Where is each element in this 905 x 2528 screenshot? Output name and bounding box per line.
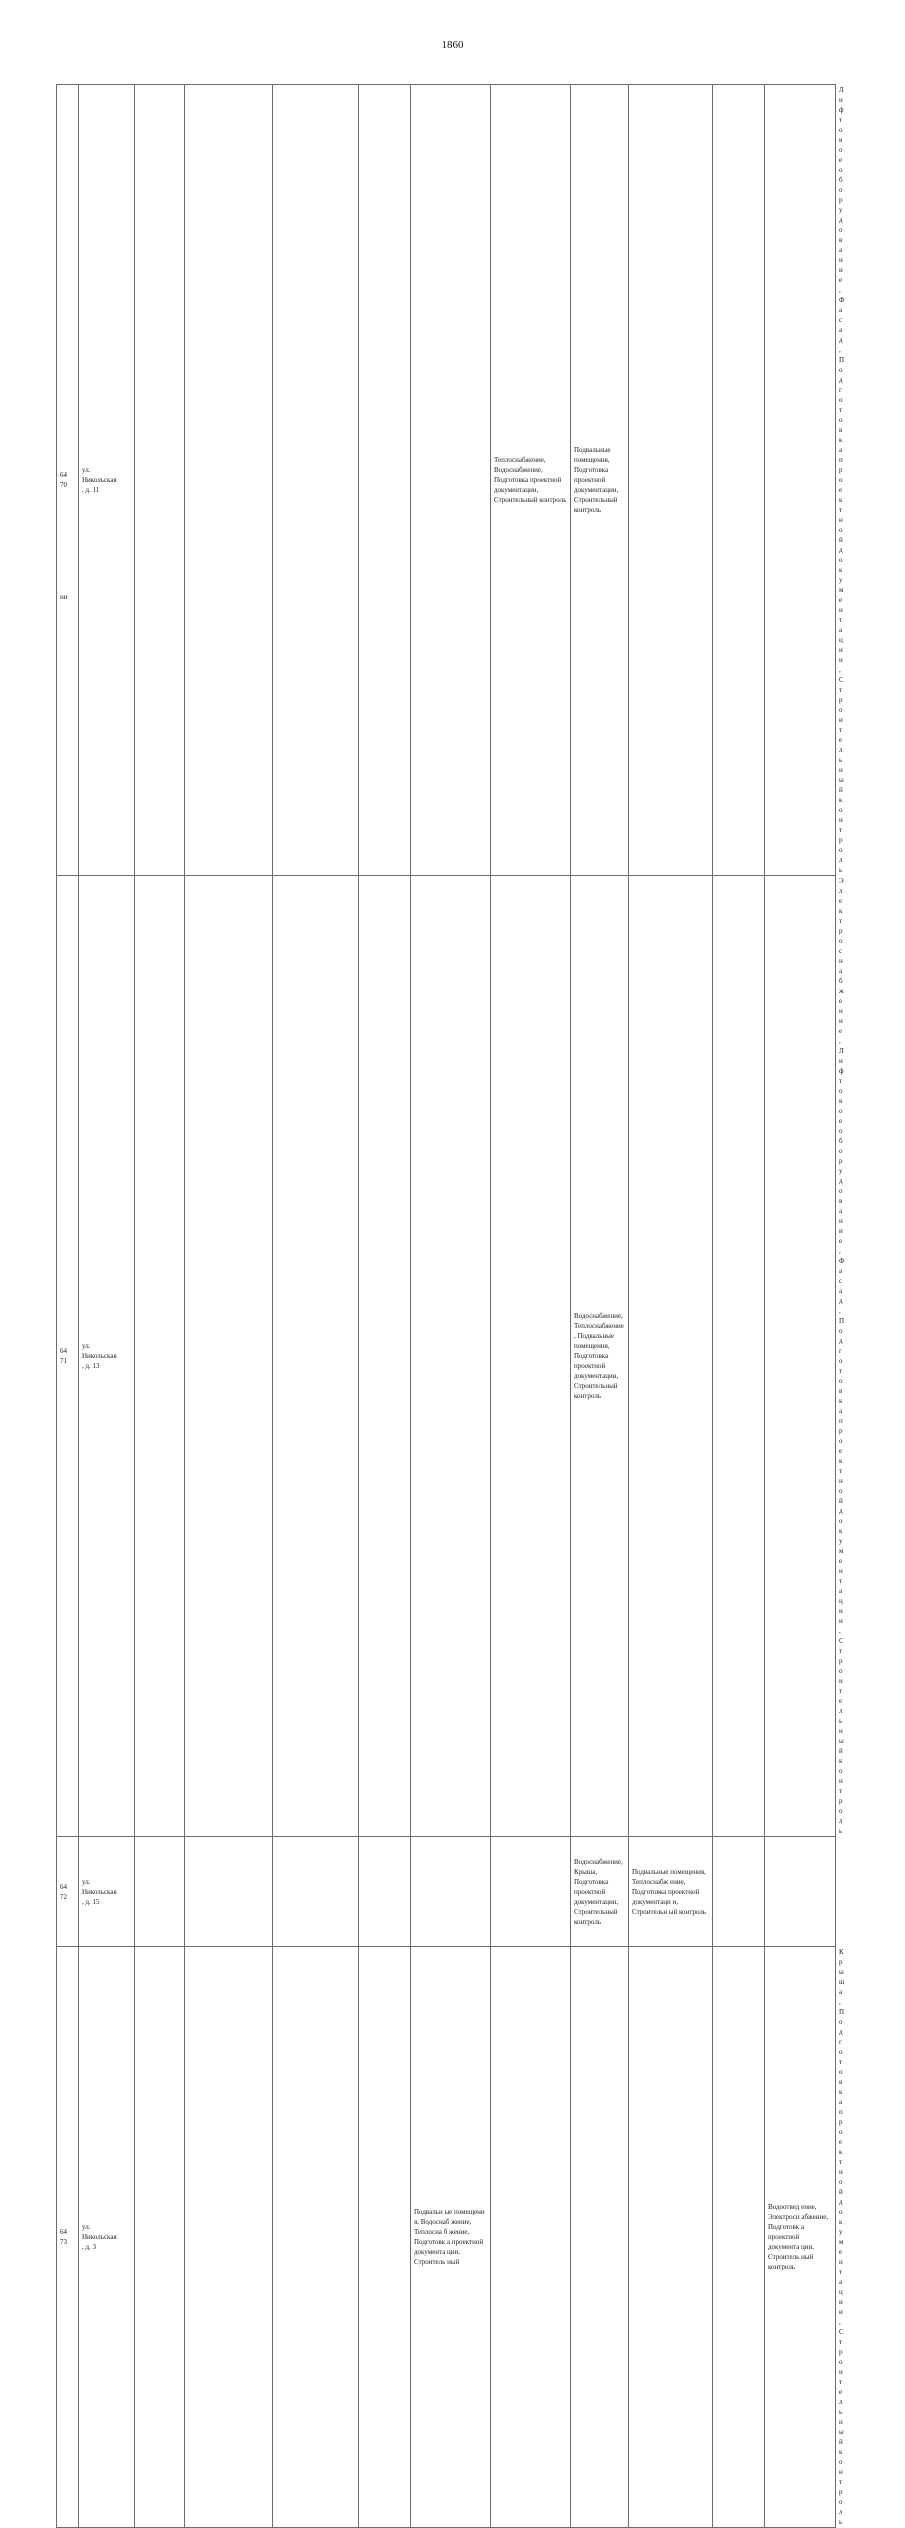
empty-cell <box>411 876 491 1837</box>
empty-cell <box>185 1837 273 1947</box>
table-row: 64 73 ул. Никольская , д. 3 Подвальн ые помещени я, Водоснаб жение, Теплосна б жение, Подготовк а проектной документа ции, Строитель ный Водоотвед ение, Электросн абжение, Подготовк а проектной документа ции, Строитель ный контроль Крыша, Подготовка проектной документации, Строительный контроль <box>57 1947 836 2528</box>
work-type-cell: Подвальные помещения, Подготовка проектной документации, Строительный контроль <box>571 85 629 876</box>
empty-cell <box>273 876 359 1837</box>
empty-cell <box>359 1947 411 2528</box>
empty-cell <box>491 876 571 1837</box>
footer-mark: ни <box>60 593 68 601</box>
empty-cell <box>713 1947 765 2528</box>
empty-cell <box>571 1947 629 2528</box>
empty-cell <box>629 876 713 1837</box>
empty-cell <box>135 876 185 1837</box>
empty-cell <box>135 1947 185 2528</box>
empty-cell <box>185 876 273 1837</box>
empty-cell <box>135 85 185 876</box>
address-cell: ул. Никольская , д. 13 <box>79 876 135 1837</box>
row-number: 64 70 <box>57 85 79 876</box>
table-row: 64 71 ул. Никольская , д. 13 Водоснабжение, Теплоснабжение, Подвальные помещения, Подготовка проектной документации, Строительный контроль Электроснабже ние, Лифтовое оборудование, Фасад, Подготовка проектной документации, Строительный контроль <box>57 876 836 1837</box>
empty-cell <box>713 85 765 876</box>
empty-cell <box>629 1947 713 2528</box>
work-type-cell: Подвальн ые помещени я, Водоснаб жение, Теплосна б жение, Подготовк а проектной документа ции, Строитель ный <box>411 1947 491 2528</box>
empty-cell <box>273 1837 359 1947</box>
work-type-cell: Теплоснабжение, Водоснабжение, Подготовка проектной документации, Строительный контроль <box>491 85 571 876</box>
empty-cell <box>765 876 836 1837</box>
empty-cell <box>411 1837 491 1947</box>
empty-cell <box>273 1947 359 2528</box>
empty-cell <box>359 1837 411 1947</box>
page-number: 1860 <box>441 39 464 51</box>
table-row <box>57 1837 836 1947</box>
empty-cell <box>765 85 836 876</box>
empty-cell <box>713 876 765 1837</box>
empty-cell <box>491 1947 571 2528</box>
empty-cell <box>135 1837 185 1947</box>
empty-cell <box>713 1837 765 1947</box>
row-number: 64 73 <box>57 1947 79 2528</box>
row-number: 64 72 <box>57 1837 79 1947</box>
work-type-cell: Подвальные помещения, Теплоснабж ение, Подготовка проектной документаци и, Строительн ый контроль <box>629 1837 713 1947</box>
table-row: 64 70 ул. Никольская , д. 11 Теплоснабжение, Водоснабжение, Подготовка проектной документации, Строительный контроль Подвальные помещения, Подготовка проектной документации, Строительный контроль Лифтовое оборудование, Фасад, Подготовка проектной документации, Строительный контроль <box>57 85 836 876</box>
work-type-cell: Водоснабжение, Теплоснабжение, Подвальные помещения, Подготовка проектной документации, Строительный контроль <box>571 876 629 1837</box>
empty-cell <box>491 1837 571 1947</box>
empty-cell <box>629 85 713 876</box>
empty-cell <box>359 85 411 876</box>
empty-cell <box>765 1837 836 1947</box>
work-type-cell: Водоснабжение, Крыша, Подготовка проектной документации, Строительный контроль <box>571 1837 629 1947</box>
empty-cell <box>411 85 491 876</box>
works-table <box>56 84 845 2528</box>
address-cell: ул. Никольская , д. 11 <box>79 85 135 876</box>
empty-cell <box>185 85 273 876</box>
row-number: 64 71 <box>57 876 79 1837</box>
empty-cell <box>359 876 411 1837</box>
empty-cell <box>273 85 359 876</box>
address-cell: ул. Никольская , д. 3 <box>79 1947 135 2528</box>
empty-cell <box>185 1947 273 2528</box>
address-cell: ул. Никольская , д. 15 <box>79 1837 135 1947</box>
work-type-cell: Водоотвед ение, Электросн абжение, Подготовк а проектной документа ции, Строитель ный контроль <box>765 1947 836 2528</box>
